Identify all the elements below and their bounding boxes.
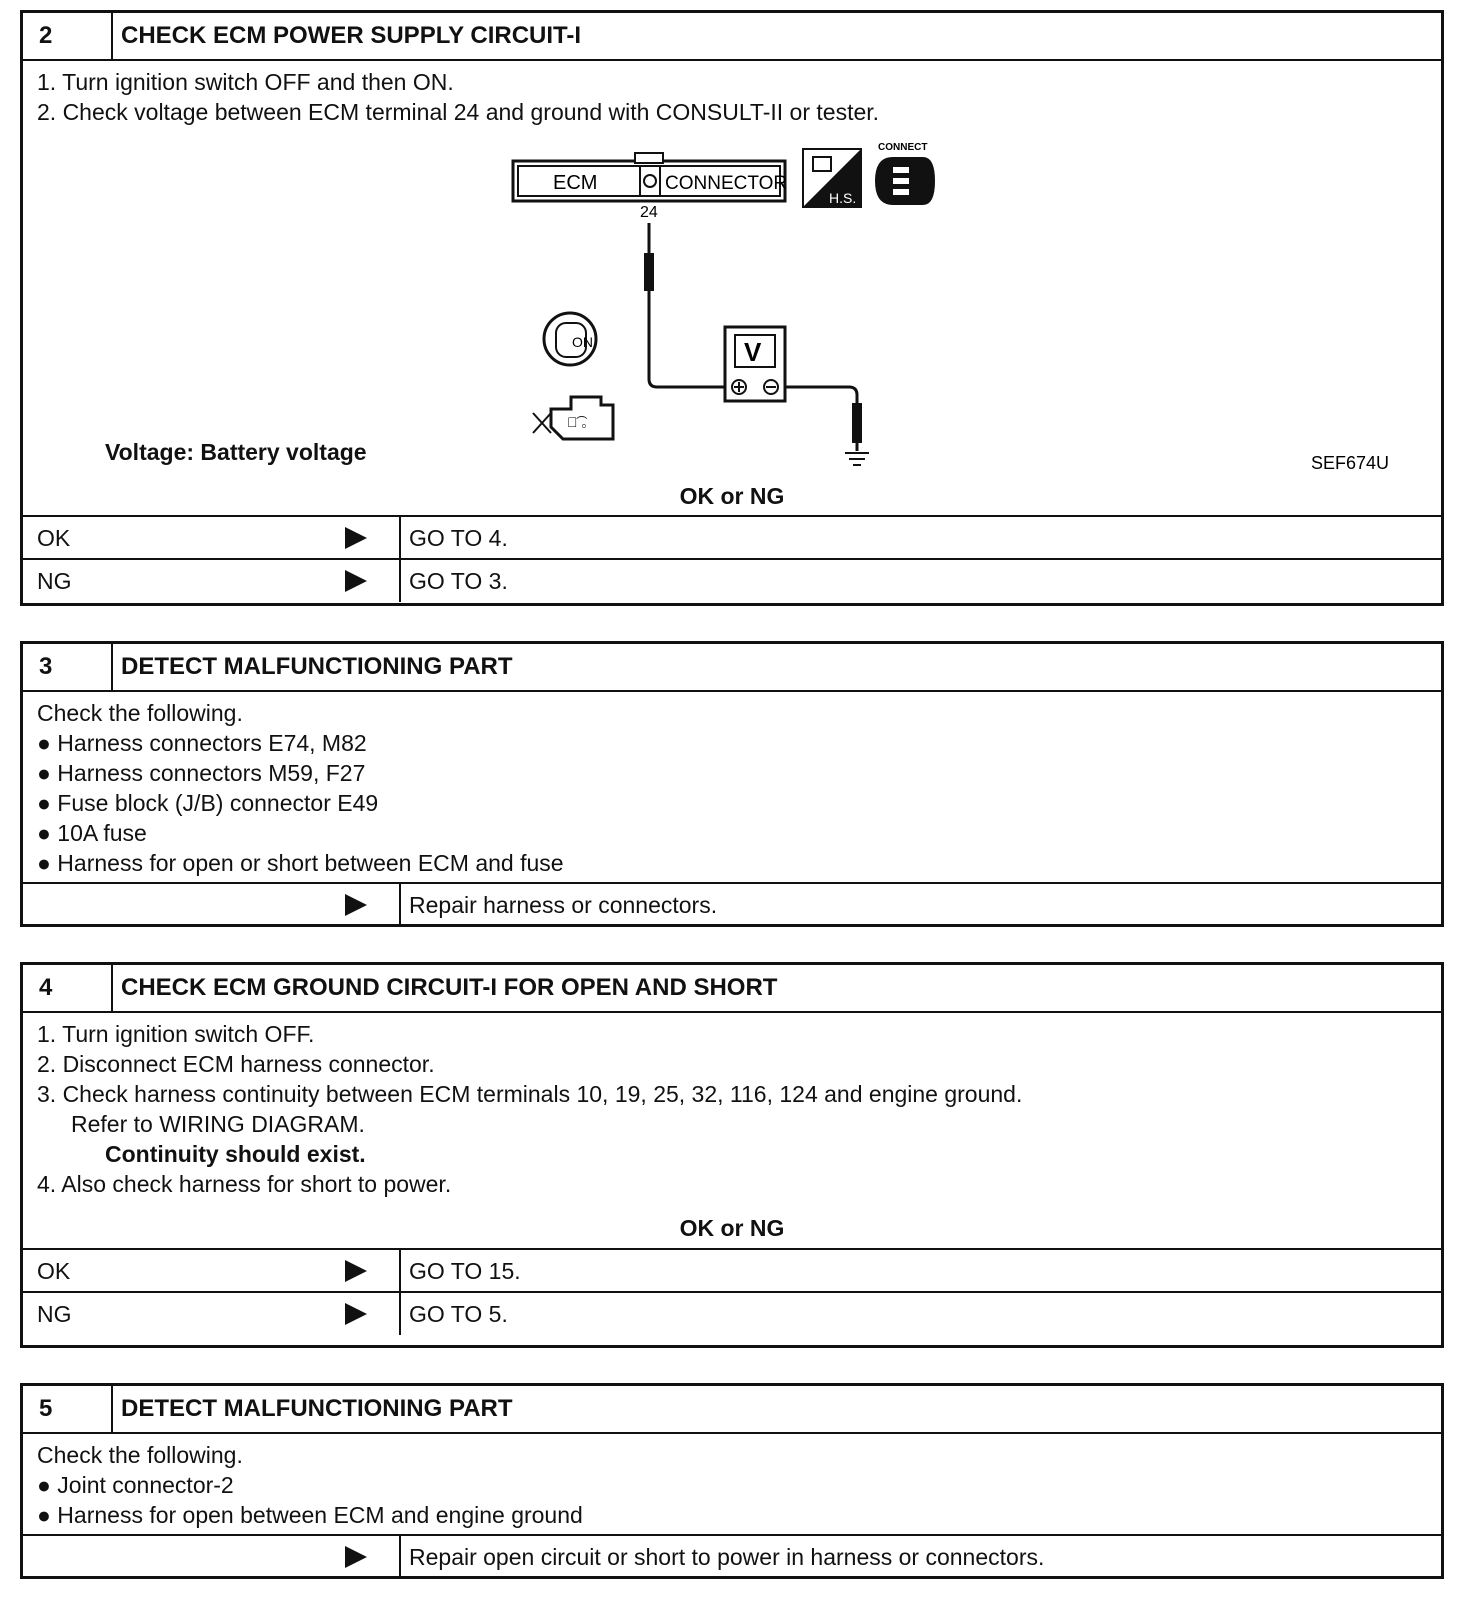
result-row-ng [23, 558, 1441, 602]
figure-code: SEF674U [1311, 453, 1390, 471]
result-label: NG [37, 1301, 72, 1327]
terminal-number: 24 [640, 204, 658, 221]
step-3-box [20, 641, 1444, 927]
spec-value: Voltage: Battery voltage [105, 439, 367, 465]
svg-text:ﾟ͡ ｡: ﾟ͡ ｡ [567, 414, 589, 430]
connector-label: CONNECTOR [665, 173, 788, 194]
result-row-ok [23, 1248, 1441, 1292]
result-action: GO TO 15. [409, 1258, 521, 1284]
result-row-ok [23, 515, 1441, 559]
result-label: NG [37, 568, 72, 594]
instruction: 1. Turn ignition switch OFF and then ON. [37, 69, 454, 95]
instruction: 1. Turn ignition switch OFF. [37, 1021, 315, 1047]
result-title: OK or NG [679, 483, 785, 509]
result-label: OK [37, 1258, 71, 1284]
ignition-key-icon [544, 313, 596, 365]
result-title: OK or NG [679, 1215, 785, 1241]
step-5-box [20, 1383, 1444, 1579]
ecm-label: ECM [553, 172, 598, 194]
check-item: ● 10A fuse [37, 820, 147, 846]
instruction: 4. Also check harness for short to power. [37, 1171, 452, 1197]
spec-value: Continuity should exist. [105, 1141, 366, 1167]
wiring-test-diagram [23, 141, 1447, 471]
arrow-icon [345, 894, 367, 916]
step-5-header [23, 1386, 1441, 1434]
check-intro: Check the following. [37, 700, 243, 726]
check-item: ● Joint connector-2 [37, 1472, 234, 1498]
arrow-icon [345, 527, 367, 549]
arrow-icon [345, 570, 367, 592]
instruction: 3. Check harness continuity between ECM terminals 10, 19, 25, 32, 116, 124 and engine ground. [37, 1081, 1023, 1107]
check-item: ● Harness for open or short between ECM and fuse [37, 850, 564, 876]
step-title: CHECK ECM GROUND CIRCUIT-I FOR OPEN AND SHORT [121, 974, 778, 1001]
engine-icon [533, 397, 613, 439]
instruction: 2. Disconnect ECM harness connector. [37, 1051, 435, 1077]
connect-icon [875, 142, 935, 205]
result-action: Repair harness or connectors. [409, 892, 718, 918]
check-item: ● Harness for open between ECM and engine ground [37, 1502, 583, 1528]
step-title: CHECK ECM POWER SUPPLY CIRCUIT-I [121, 22, 582, 49]
step-title: DETECT MALFUNCTIONING PART [121, 1395, 513, 1422]
step-number: 2 [23, 13, 113, 59]
result-action: GO TO 3. [409, 568, 508, 594]
step-number: 5 [23, 1386, 113, 1432]
voltmeter-label: V [744, 337, 762, 367]
result-label: OK [37, 525, 71, 551]
step-4-box [20, 962, 1444, 1348]
instruction: Refer to WIRING DIAGRAM. [71, 1111, 365, 1137]
action-row [23, 882, 1441, 926]
harness-side-icon [803, 149, 861, 207]
arrow-icon [345, 1260, 367, 1282]
step-number: 4 [23, 965, 113, 1011]
result-action: Repair open circuit or short to power in harness or connectors. [409, 1544, 1045, 1570]
connect-label: CONNECT [878, 142, 928, 153]
result-action: GO TO 5. [409, 1301, 508, 1327]
instruction: 2. Check voltage between ECM terminal 24 and ground with CONSULT-II or tester. [37, 99, 880, 125]
step-4-header [23, 965, 1441, 1013]
arrow-icon [345, 1546, 367, 1568]
step-number: 3 [23, 644, 113, 690]
check-item: ● Harness connectors E74, M82 [37, 730, 367, 756]
step-2-box [20, 10, 1444, 606]
arrow-icon [345, 1303, 367, 1325]
result-row-ng [23, 1291, 1441, 1335]
check-item: ● Harness connectors M59, F27 [37, 760, 366, 786]
check-intro: Check the following. [37, 1442, 243, 1468]
hs-label: H.S. [829, 190, 857, 206]
step-2-header [23, 13, 1441, 61]
result-action: GO TO 4. [409, 525, 508, 551]
step-title: DETECT MALFUNCTIONING PART [121, 653, 513, 680]
check-item: ● Fuse block (J/B) connector E49 [37, 790, 379, 816]
action-row [23, 1534, 1441, 1578]
step-3-header [23, 644, 1441, 692]
ignition-label: ON [572, 334, 593, 350]
